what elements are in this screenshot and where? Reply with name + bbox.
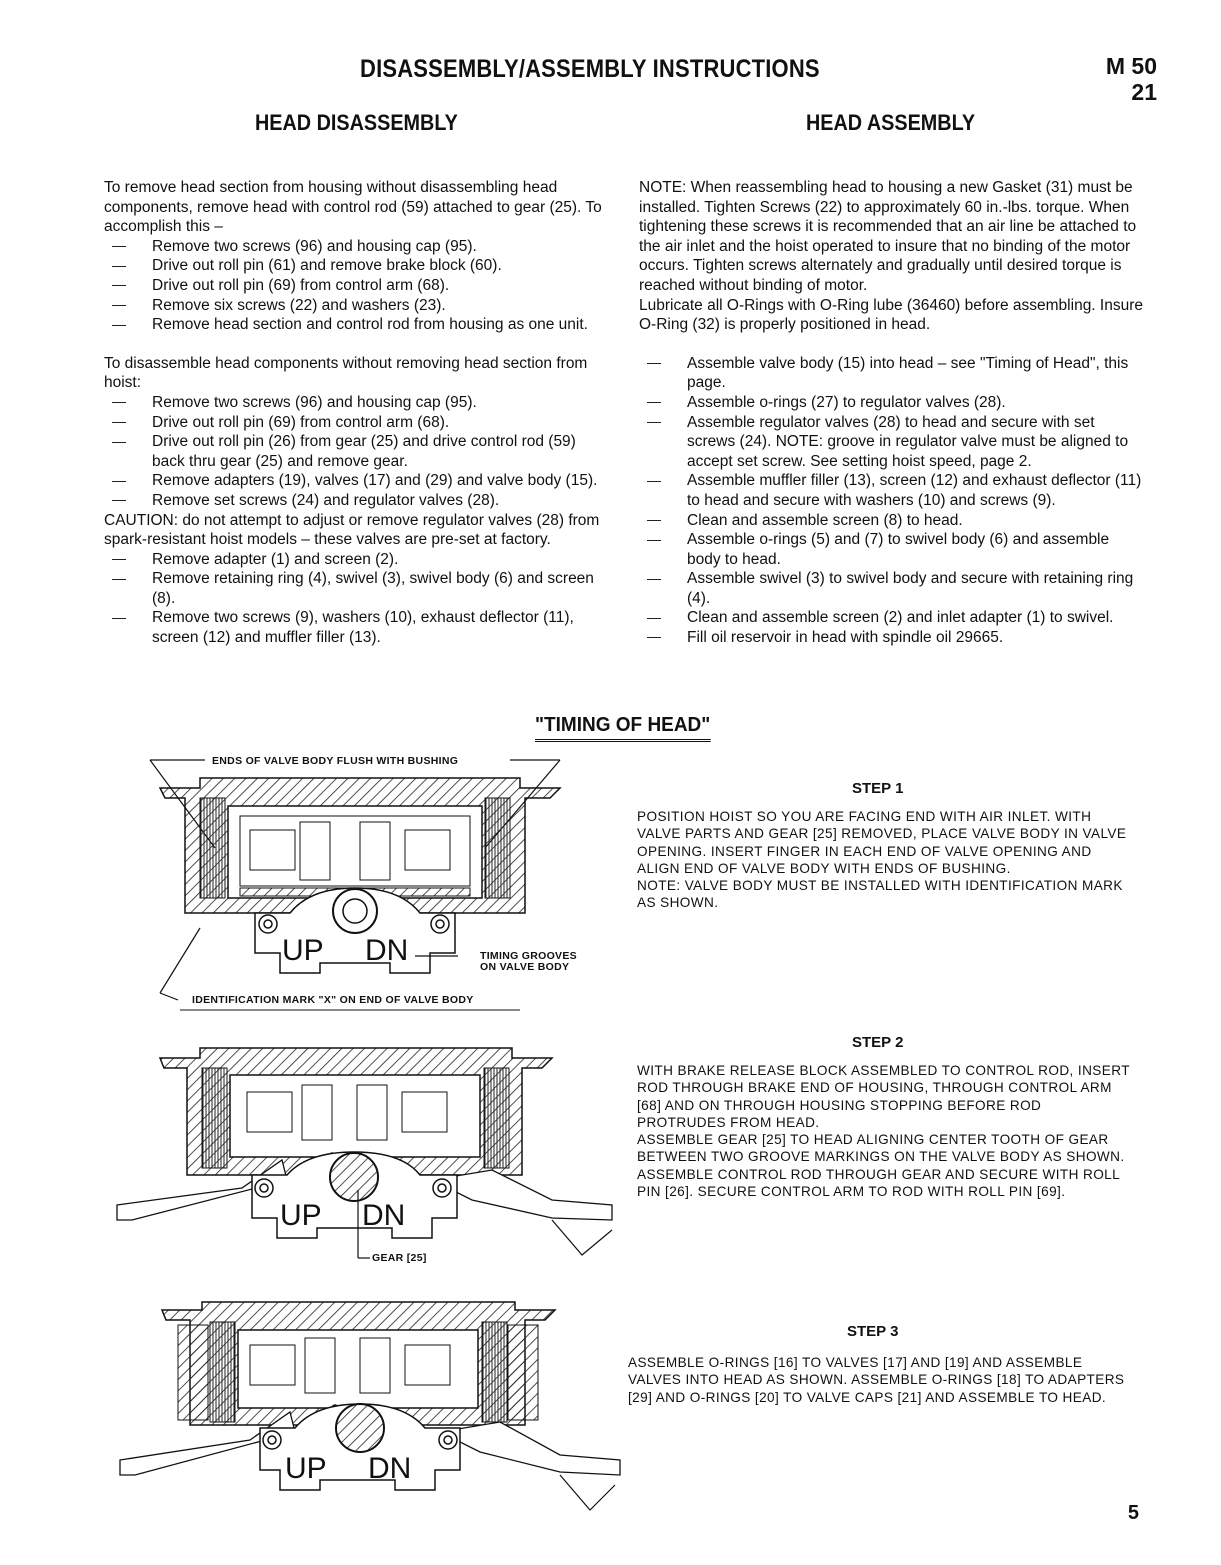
head-assembly-heading: HEAD ASSEMBLY (806, 110, 976, 135)
list-item: Assemble muffler filler (13), screen (12) and exhaust deflector (11) to head and secure with washers (10) and screws (9). (639, 471, 1145, 510)
list-item: Remove two screws (9), washers (10), exhaust deflector (11), screen (12) and muffler filler (13). (104, 608, 610, 647)
model-code (1097, 53, 1157, 105)
dn-marking: DN (368, 1452, 412, 1485)
up-marking: UP (282, 934, 324, 967)
caution-text: CAUTION: do not attempt to adjust or remove regulator valves (28) from spark-resistant hoist models – these valves are pre-set at factory. (104, 511, 600, 549)
list-item: Assemble o-rings (5) and (7) to swivel body (6) and assemble body to head. (639, 530, 1145, 569)
list-item: Drive out roll pin (61) and remove brake block (60). (104, 256, 610, 276)
disassembly-intro-2: To disassemble head components without removing head section from hoist: (104, 354, 588, 392)
step-2-heading: STEP 2 (852, 1034, 904, 1051)
list-item: Fill oil reservoir in head with spindle oil 29665. (639, 628, 1145, 648)
flush-bushing-label: ENDS OF VALVE BODY FLUSH WITH BUSHING (212, 755, 459, 767)
up-marking: UP (285, 1452, 327, 1485)
dn-marking: DN (365, 934, 409, 967)
list-item: Remove two screws (96) and housing cap (95). (104, 237, 610, 257)
list-item: Assemble regulator valves (28) to head and secure with set screws (24). NOTE: groove in regulator valve must be aligned to accept set screw. See setting hoist speed, page 2. (639, 413, 1145, 472)
figure-step-2 (112, 1040, 617, 1275)
gear-label: GEAR [25] (372, 1252, 427, 1264)
list-item: Remove two screws (96) and housing cap (95). (104, 393, 610, 413)
step-1-heading: STEP 1 (852, 780, 904, 797)
list-item: Remove adapter (1) and screen (2). (104, 550, 610, 570)
list-item: Remove retaining ring (4), swivel (3), swivel body (6) and screen (8). (104, 569, 610, 608)
page-number: 5 (1127, 1502, 1139, 1524)
list-item: Remove six screws (22) and washers (23). (104, 296, 610, 316)
step-3-heading: STEP 3 (847, 1323, 899, 1340)
list-item: Assemble o-rings (27) to regulator valves (28). (639, 393, 1145, 413)
list-item: Remove adapters (19), valves (17) and (29) and valve body (15). (104, 471, 610, 491)
timing-grooves-label: TIMING GROOVES ON VALVE BODY (480, 950, 577, 973)
figure-step-3 (110, 1300, 625, 1525)
dn-marking: DN (362, 1199, 406, 1232)
list-item: Clean and assemble screen (8) to head. (639, 511, 1145, 531)
list-item: Drive out roll pin (69) from control arm (68). (104, 413, 610, 433)
list-item: Assemble valve body (15) into head – see "Timing of Head", this page. (639, 354, 1145, 393)
page-reference: 21 (1131, 79, 1157, 105)
assembly-note: NOTE: When reassembling head to housing a new Gasket (31) must be installed. Tighten Screws (22) to approximately 60 in.-lbs. torque. When tightening these screws it is recommended that an air line be attached to the air inlet and the hoist operated to insure that no binding of the motor occurs. Tighten screws alternately and gradually until desired torque is reached without binding of motor. (639, 179, 1137, 294)
list-item: Remove head section and control rod from housing as one unit. (104, 315, 610, 335)
figure-step-1 (140, 748, 600, 1018)
head-disassembly-heading: HEAD DISASSEMBLY (255, 110, 458, 135)
valve-diagram-3 (110, 1300, 625, 1525)
list-item: Remove set screws (24) and regulator valves (28). (104, 491, 610, 511)
up-marking: UP (280, 1199, 322, 1232)
step-2-text: WITH BRAKE RELEASE BLOCK ASSEMBLED TO CONTROL ROD, INSERT ROD THROUGH BRAKE END OF HOUSING, THROUGH CONTROL ARM [68] AND ON THROUGH HOUSING STOPPING BEFORE ROD PROTRUDES FROM HEAD. ASSEMBLE GEAR [25] TO HEAD ALIGNING CENTER TOOTH OF GEAR BETWEEN TWO GROOVE MARKINGS ON THE VALVE BODY AS SHOWN. ASSEMBLE CONTROL ROD THROUGH GEAR AND SECURE WITH ROLL PIN [26]. SECURE CONTROL ARM TO ROD WITH ROLL PIN [69]. (637, 1063, 1130, 1200)
valve-diagram-2 (112, 1040, 617, 1275)
step-1-note: NOTE: VALVE BODY MUST BE INSTALLED WITH IDENTIFICATION MARK AS SHOWN. (637, 878, 1123, 911)
step-1-text: POSITION HOIST SO YOU ARE FACING END WITH AIR INLET. WITH VALVE PARTS AND GEAR [25] REMOVED, PLACE VALVE BODY IN VALVE OPENING. INSERT FINGER IN EACH END OF VALVE OPENING AND ALIGN END OF VALVE BODY WITH ENDS OF BUSHING. NOTE: VALVE BODY MUST BE INSTALLED WITH IDENTIFICATION MARK AS SHOWN. (637, 808, 1132, 912)
disassembly-column (104, 178, 610, 648)
list-item: Clean and assemble screen (2) and inlet adapter (1) to swivel. (639, 608, 1145, 628)
identification-mark-label: IDENTIFICATION MARK "X" ON END OF VALVE BODY (192, 994, 474, 1006)
timing-of-head-title: "TIMING OF HEAD" (535, 714, 710, 742)
step-3-text: ASSEMBLE O-RINGS [16] TO VALVES [17] AND [19] AND ASSEMBLE VALVES INTO HEAD AS SHOWN. ASSEMBLE O-RINGS [18] TO ADAPTERS [29] AND O-RINGS [20] TO VALVE CAPS [21] AND ASSEMBLE TO HEAD. (628, 1355, 1125, 1405)
list-item: Drive out roll pin (69) from control arm (68). (104, 276, 610, 296)
list-item: Assemble swivel (3) to swivel body and secure with retaining ring (4). (639, 569, 1145, 608)
page-title: DISASSEMBLY/ASSEMBLY INSTRUCTIONS (360, 55, 820, 83)
model-number: M 50 (1105, 53, 1157, 79)
valve-diagram-1 (140, 748, 600, 1018)
lube-note: Lubricate all O-Rings with O-Ring lube (36460) before assembling. Insure O-Ring (32) is properly positioned in head. (639, 296, 1143, 334)
assembly-column (639, 178, 1145, 648)
list-item: Drive out roll pin (26) from gear (25) and drive control rod (59) back thru gear (25) and remove gear. (104, 432, 610, 471)
disassembly-intro: To remove head section from housing without disassembling head components, remove head with control rod (59) attached to gear (25). To accomplish this – (104, 179, 602, 236)
